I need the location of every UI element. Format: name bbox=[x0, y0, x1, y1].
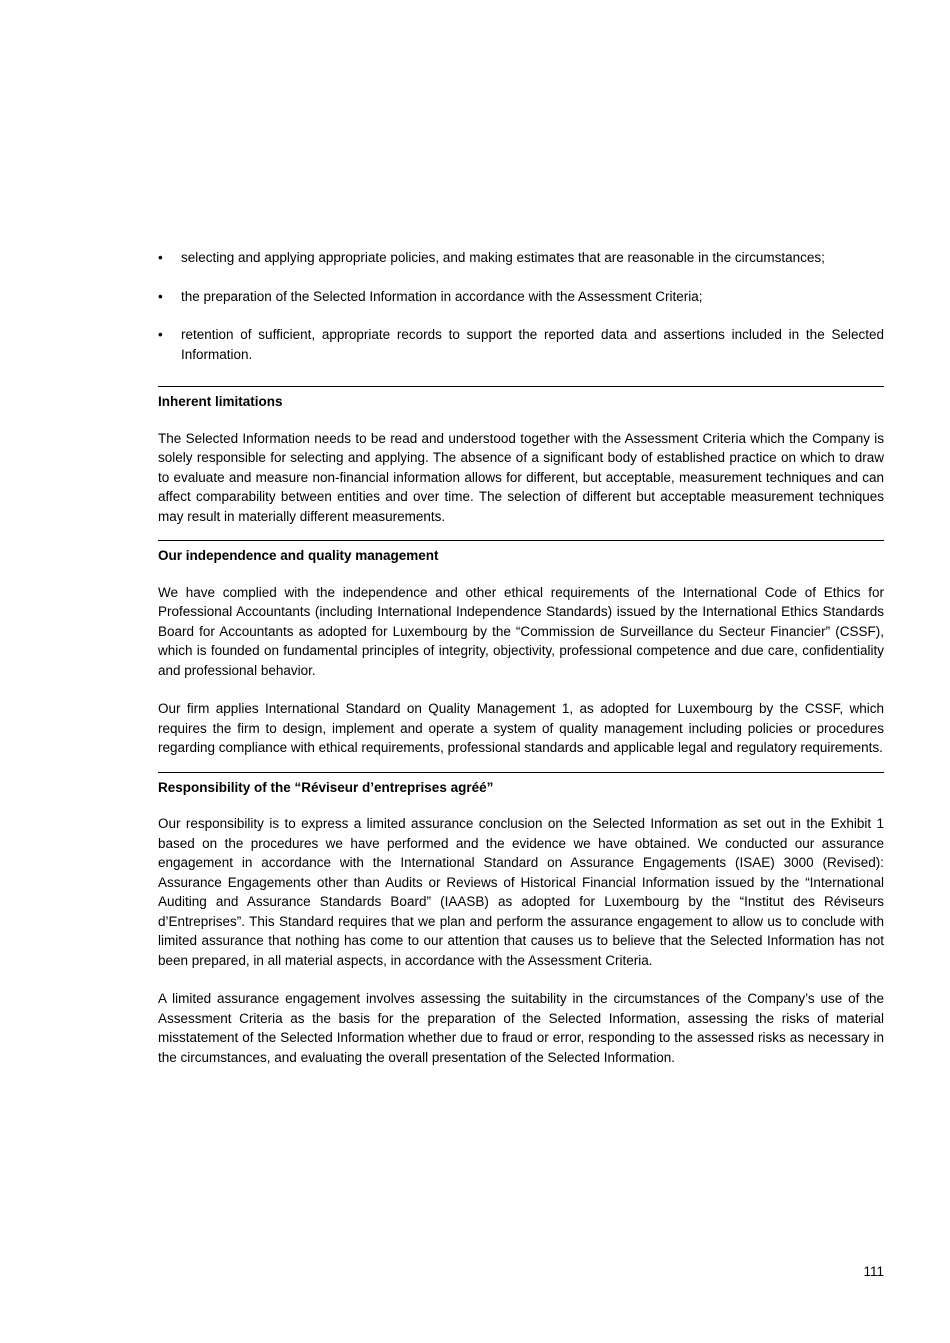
section-independence-quality-management bbox=[158, 540, 884, 758]
bullet-list bbox=[158, 248, 884, 364]
section-inherent-limitations bbox=[158, 386, 884, 526]
section-heading: Inherent limitations bbox=[158, 394, 283, 409]
page-body bbox=[158, 248, 884, 1081]
bullet-marker: • bbox=[158, 250, 163, 265]
section-responsibility-reviseur bbox=[158, 772, 884, 1068]
paragraph: A limited assurance engagement involves assessing the suitability in the circumstances of the Company’s use of the Assessment Criteria as the basis for the preparation of the Selected Information, assessing the risks of material misstatement of the Selected Information whether due to fraud or error, responding to the assessed risks as necessary in the circumstances, and evaluating the overall presentation of the Selected Information. bbox=[158, 991, 884, 1065]
paragraph: Our responsibility is to express a limited assurance conclusion on the Selected Information as set out in the Exhibit 1 based on the procedures we have performed and the evidence we have obtained. We conducted our assurance engagement in accordance with the International Standard on Assurance Engagements (ISAE) 3000 (Revised): Assurance Engagements other than Audits or Reviews of Historical Financial Information issued by the “International Auditing and Assurance Standards Board” (IAASB) as adopted for Luxembourg by the “Institut des Réviseurs d’Entreprises”. This Standard requires that we plan and perform the assurance engagement to allow us to conclude with limited assurance that nothing has come to our attention that causes us to believe that the Selected Information has not been prepared, in all material aspects, in accordance with the Assessment Criteria. bbox=[158, 816, 884, 968]
bullet-text: the preparation of the Selected Information in accordance with the Assessment Criteria; bbox=[181, 288, 703, 304]
bullet-text: retention of sufficient, appropriate records to support the reported data and assertions included in the Selected Information. bbox=[181, 327, 884, 362]
paragraph: We have complied with the independence and other ethical requirements of the International Code of Ethics for Professional Accountants (including International Independence Standards) issued by the International Ethics Standards Board for Accountants as adopted for Luxembourg by the “Commission de Surveillance du Secteur Financier” (CSSF), which is founded on fundamental principles of integrity, objectivity, professional competence and due care, confidentiality and professional behavior. bbox=[158, 584, 884, 678]
paragraph: Our firm applies International Standard on Quality Management 1, as adopted for Luxembourg by the CSSF, which requires the firm to design, implement and operate a system of quality management including policies or procedures regarding compliance with ethical requirements, professional standards and applicable legal and regulatory requirements. bbox=[158, 701, 884, 755]
bullet-text: selecting and applying appropriate policies, and making estimates that are reasonable in the circumstances; bbox=[181, 250, 825, 265]
page-number: 111 bbox=[863, 1264, 884, 1279]
bullet-item bbox=[158, 287, 884, 307]
bullet-item bbox=[158, 248, 884, 268]
paragraph: The Selected Information needs to be read and understood together with the Assessment Criteria which the Company is solely responsible for selecting and applying. The absence of a significant body of established practice on which to draw to evaluate and measure non-financial information allows for different, but acceptable, measurement techniques and can affect comparability between entities and over time. The selection of different but acceptable measurement techniques may result in materially different measurements. bbox=[158, 430, 884, 524]
section-heading: Responsibility of the “Réviseur d’entreprises agréé” bbox=[158, 779, 494, 795]
bullet-marker: • bbox=[158, 327, 163, 342]
bullet-item bbox=[158, 325, 884, 364]
section-heading: Our independence and quality management bbox=[158, 548, 439, 563]
bullet-marker: • bbox=[158, 288, 163, 304]
